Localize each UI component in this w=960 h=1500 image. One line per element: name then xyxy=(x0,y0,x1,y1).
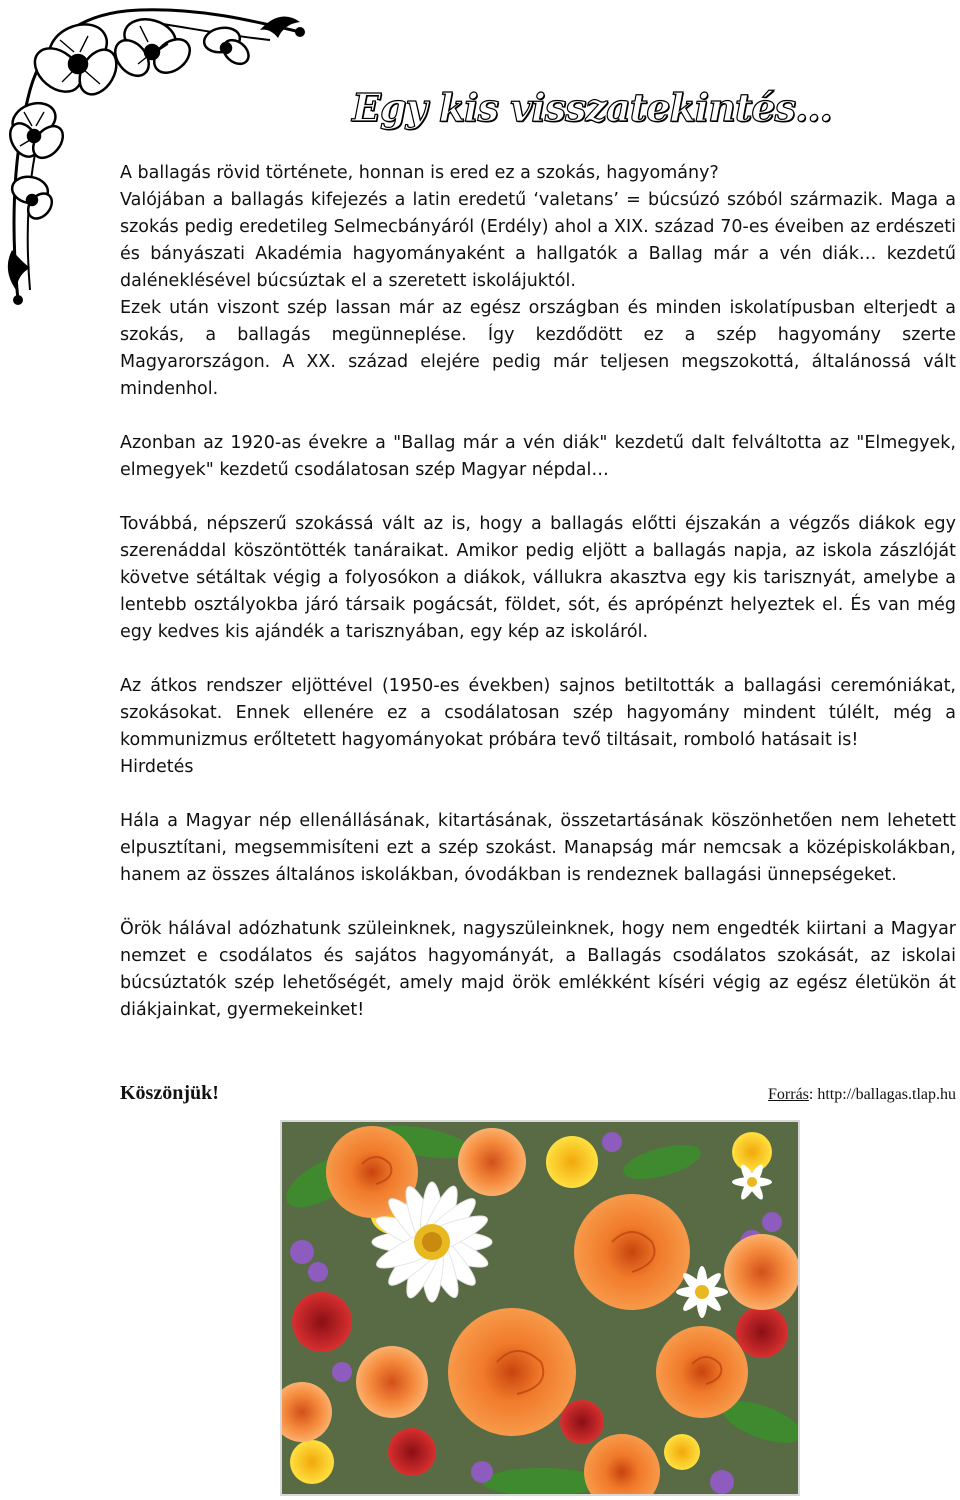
spacer xyxy=(120,484,956,511)
daisy-flower xyxy=(372,1182,492,1302)
signature-row xyxy=(120,1078,956,1108)
paragraph-folksong: Azonban az 1920-as évekre a "Ballag már a vén diák" kezdetű dalt felváltotta az "Elmegyek, elmegyek" kezdetű csodálatosan szép Magyar népdal… xyxy=(120,433,956,480)
spacer xyxy=(120,403,956,430)
spacer xyxy=(120,781,956,808)
paragraph-survival: Hála a Magyar nép ellenállásának, kitartásának, összetartásának köszönhetően nem lehetett elpusztítani, megsemmisíteni ezt a szép szokást. Manapság már nemcsak a középiskolákban, hanem az összes általános iskolákban, óvodákban is rendeznek ballagási ünnepségeket. xyxy=(120,811,956,885)
paragraph-intro-question: A ballagás rövid története, honnan is ered ez a szokás, hagyomány? xyxy=(120,163,719,183)
spacer xyxy=(120,889,956,916)
poppy-flower-4 xyxy=(10,174,57,223)
paragraph-gratitude: Örök hálával adózhatunk szüleinknek, nagyszüleinknek, hogy nem engedték kiirtani a Magyar nemzet e csodálatos és sajátos hagyományát, a Ballagás csodálatos szokását, az iskolai búcsúztatók szép lehetőségét, amely majd örök emlékként kíséri végig az egész életükön át diákjainkat, gyermekeinket! xyxy=(120,919,956,1020)
source-credit xyxy=(768,1082,956,1108)
paragraph-spread: Ezek után viszont szép lassan már az egész országban és minden iskolatípusban elterjedt a szokás, a ballagás megünneplése. Így kezdődött ez a szép hagyomány szerte Magyarországon. A XX. század elejére pedig már teljesen megszokottá, általánossá vált mindenhol. xyxy=(120,298,956,399)
poppy-flower-1 xyxy=(27,15,124,100)
paragraph-origin: Valójában a ballagás kifejezés a latin eredetű ‘valetans’ = búcsúzó szóból származik. Maga a szokás pedig eredetileg Selmecbányáról (Erdély) ahol a XIX. század 70-es éveiben az erdészeti és bányászati Akadémia hagyományaként a hallgatók a Ballag már a vén diák… kezdetű daléneklésével búcsúztak el a szeretett iskolájuktól. xyxy=(120,190,956,291)
thanks-text: Köszönjük! xyxy=(120,1082,219,1104)
article-body xyxy=(120,160,956,1024)
source-url: : http://ballagas.tlap.hu xyxy=(808,1086,956,1103)
advertisement-label: Hirdetés xyxy=(120,757,194,777)
source-label: Forrás xyxy=(768,1086,809,1103)
page-title: Egy kis visszatekintés... xyxy=(352,85,832,130)
poppy-flower-5 xyxy=(202,25,253,69)
spacer xyxy=(120,646,956,673)
poppy-flower-3 xyxy=(5,97,69,163)
poppy-flower-2 xyxy=(108,14,196,82)
paragraph-serenade: Továbbá, népszerű szokássá vált az is, hogy a ballagás előtti éjszakán a végzős diákok egy szerenáddal köszöntötték tanáraikat. Amikor pedig eljött a ballagás napja, az iskola zászlóját követve sétáltak végig a folyosókon a diákok, vállukra akasztva egy kis tarisznyát, amelybe a lentebb osztályokba járó társaik pogácsát, földet, sót, és aprópénzt helyeztek el. És van még egy kedves kis ajándék a tarisznyában, egy kép az iskoláról. xyxy=(120,514,956,642)
flower-bouquet-photo xyxy=(280,1120,800,1496)
paragraph-ban: Az átkos rendszer eljöttével (1950-es években) sajnos betiltották a ballagási ceremóniákat, szokásokat. Ennek ellenére ez a csodálatosan szép hagyomány mindent túlélt, még a kommunizmus erőltetett hagyományokat próbára tevő tiltásait, romboló hatásait is! xyxy=(120,676,956,750)
